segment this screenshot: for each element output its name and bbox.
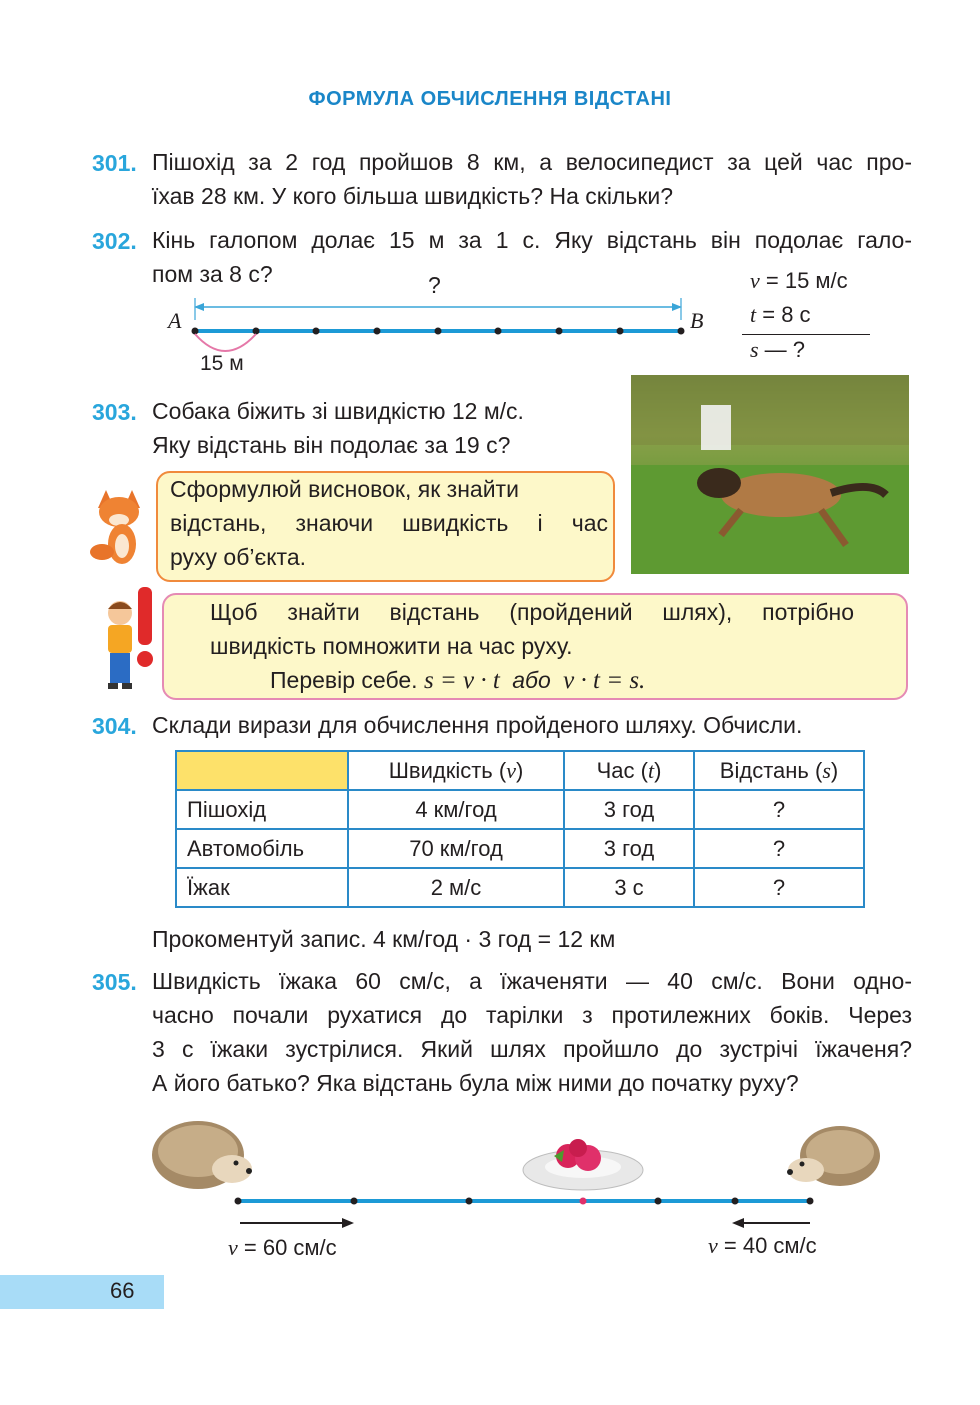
table-cell-time: 3 с: [564, 868, 694, 907]
exercise-number-304: 304.: [92, 713, 137, 739]
table-cell-time: 3 год: [564, 790, 694, 829]
distance-symbol: s: [750, 337, 759, 362]
left-speed-value: = 60 см/с: [237, 1235, 337, 1260]
raspberry-plate-icon: [522, 1130, 644, 1192]
running-dog-photo: [631, 375, 909, 574]
table-cell-distance: ?: [694, 868, 864, 907]
table-cell-distance: ?: [694, 790, 864, 829]
table-cell-speed: 4 км/год: [348, 790, 564, 829]
velocity-symbol: v: [750, 268, 760, 293]
hedgehog-right-icon: [782, 1120, 882, 1194]
right-speed-value: = 40 см/с: [717, 1233, 817, 1258]
table-header-row: [176, 751, 864, 790]
table-cell-speed: 70 км/год: [348, 829, 564, 868]
fox-box-line1: Сформулюй висновок, як знайти: [170, 476, 519, 502]
exercise-number-303: 303.: [92, 399, 137, 425]
boy-exclamation-icon: [98, 583, 160, 693]
table-row: [176, 790, 864, 829]
exercise-301-line1: Пішохід за 2 год пройшов 8 км, а велосипедист за цей час про-: [152, 149, 912, 175]
table-cell-time: 3 год: [564, 829, 694, 868]
meeting-point: [580, 1198, 587, 1205]
exercise-303-line2: Яку відстань він подолає за 19 с?: [152, 432, 511, 458]
formula-1: s = v · t: [423, 667, 500, 694]
rule-line1: Щоб знайти відстань (пройдений шлях), потрібно: [210, 599, 854, 625]
segment-length-label: 15 м: [200, 352, 244, 375]
right-speed-symbol: v: [708, 1233, 718, 1258]
fox-character-icon: [88, 482, 150, 570]
exercise-302-line2: пом за 8 с?: [152, 261, 273, 287]
table-row: [176, 829, 864, 868]
table-header-distance: Відстань (s): [694, 751, 864, 790]
exercise-305-line3: 3 с їжаки зустрілися. Який шлях пройшло до зустрічі їжаченя?: [152, 1036, 912, 1062]
time-value: = 8 с: [756, 302, 811, 327]
exercise-305-line1: Швидкість їжака 60 см/с, а їжаченяти — 40 см/с. Вони одно-: [152, 968, 912, 994]
exercise-number-301: 301.: [92, 150, 137, 176]
table-header-empty: [176, 751, 348, 790]
table-row: [176, 868, 864, 907]
exercise-305-line2: часно почали рухатися до тарілки з протилежних боків. Через: [152, 1002, 912, 1028]
exercise-305-line4: А його батько? Яка відстань була між ними до початку руху?: [152, 1070, 799, 1096]
find-distance: [750, 337, 805, 363]
or-word: або: [512, 667, 551, 693]
exercise-303-line1: Собака біжить зі швидкістю 12 м/с.: [152, 398, 524, 424]
check-label: Перевір себе.: [270, 667, 418, 693]
table-cell-distance: ?: [694, 829, 864, 868]
time-symbol: t: [750, 302, 757, 327]
speed-table: [175, 750, 865, 908]
table-cell-object: Пішохід: [176, 790, 348, 829]
rule-check-line: [270, 663, 645, 698]
right-hedgehog-speed: [708, 1233, 817, 1259]
table-cell-speed: 2 м/с: [348, 868, 564, 907]
point-b-label: B: [690, 308, 704, 333]
dog-illustration: [631, 375, 909, 574]
given-time: [750, 302, 811, 328]
exercise-304-comment: Прокоментуй запис. 4 км/год · 3 год = 12 км: [152, 926, 616, 952]
page-number-tab: [0, 1275, 164, 1309]
fox-box-line2: відстань, знаючи швидкість і час: [170, 510, 608, 536]
given-velocity: [750, 268, 848, 294]
table-header-speed: Швидкість (v): [348, 751, 564, 790]
distance-question: — ?: [758, 337, 806, 362]
left-speed-symbol: v: [228, 1235, 238, 1260]
segment-arc: [195, 334, 256, 351]
exercise-302-line1: Кінь галопом долає 15 м за 1 с. Яку відстань він подолає гало-: [152, 227, 912, 253]
velocity-value: = 15 м/с: [759, 268, 848, 293]
exercise-number-305: 305.: [92, 969, 137, 995]
fox-box-line3: руху об’єкта.: [170, 544, 307, 570]
table-header-time: Час (t): [564, 751, 694, 790]
point-a-label: A: [168, 308, 182, 333]
formula-2: v · t = s.: [563, 667, 646, 694]
given-divider: [742, 334, 870, 335]
table-cell-object: Їжак: [176, 868, 348, 907]
left-hedgehog-speed: [228, 1235, 337, 1261]
exercise-304-text: Склади вирази для обчислення пройденого шляху. Обчисли.: [152, 712, 803, 738]
table-cell-object: Автомобіль: [176, 829, 348, 868]
unknown-distance-label: ?: [428, 272, 441, 298]
exercise-301-line2: їхав 28 км. У кого більша швидкість? На скільки?: [152, 183, 674, 209]
page-number: 66: [110, 1278, 135, 1303]
page-title: ФОРМУЛА ОБЧИСЛЕННЯ ВІДСТАНІ: [308, 88, 672, 110]
rule-line2: швидкість помножити на час руху.: [210, 633, 573, 659]
exercise-number-302: 302.: [92, 228, 137, 254]
speed-table-wrap: [175, 750, 865, 908]
hedgehog-left-icon: [150, 1115, 260, 1193]
